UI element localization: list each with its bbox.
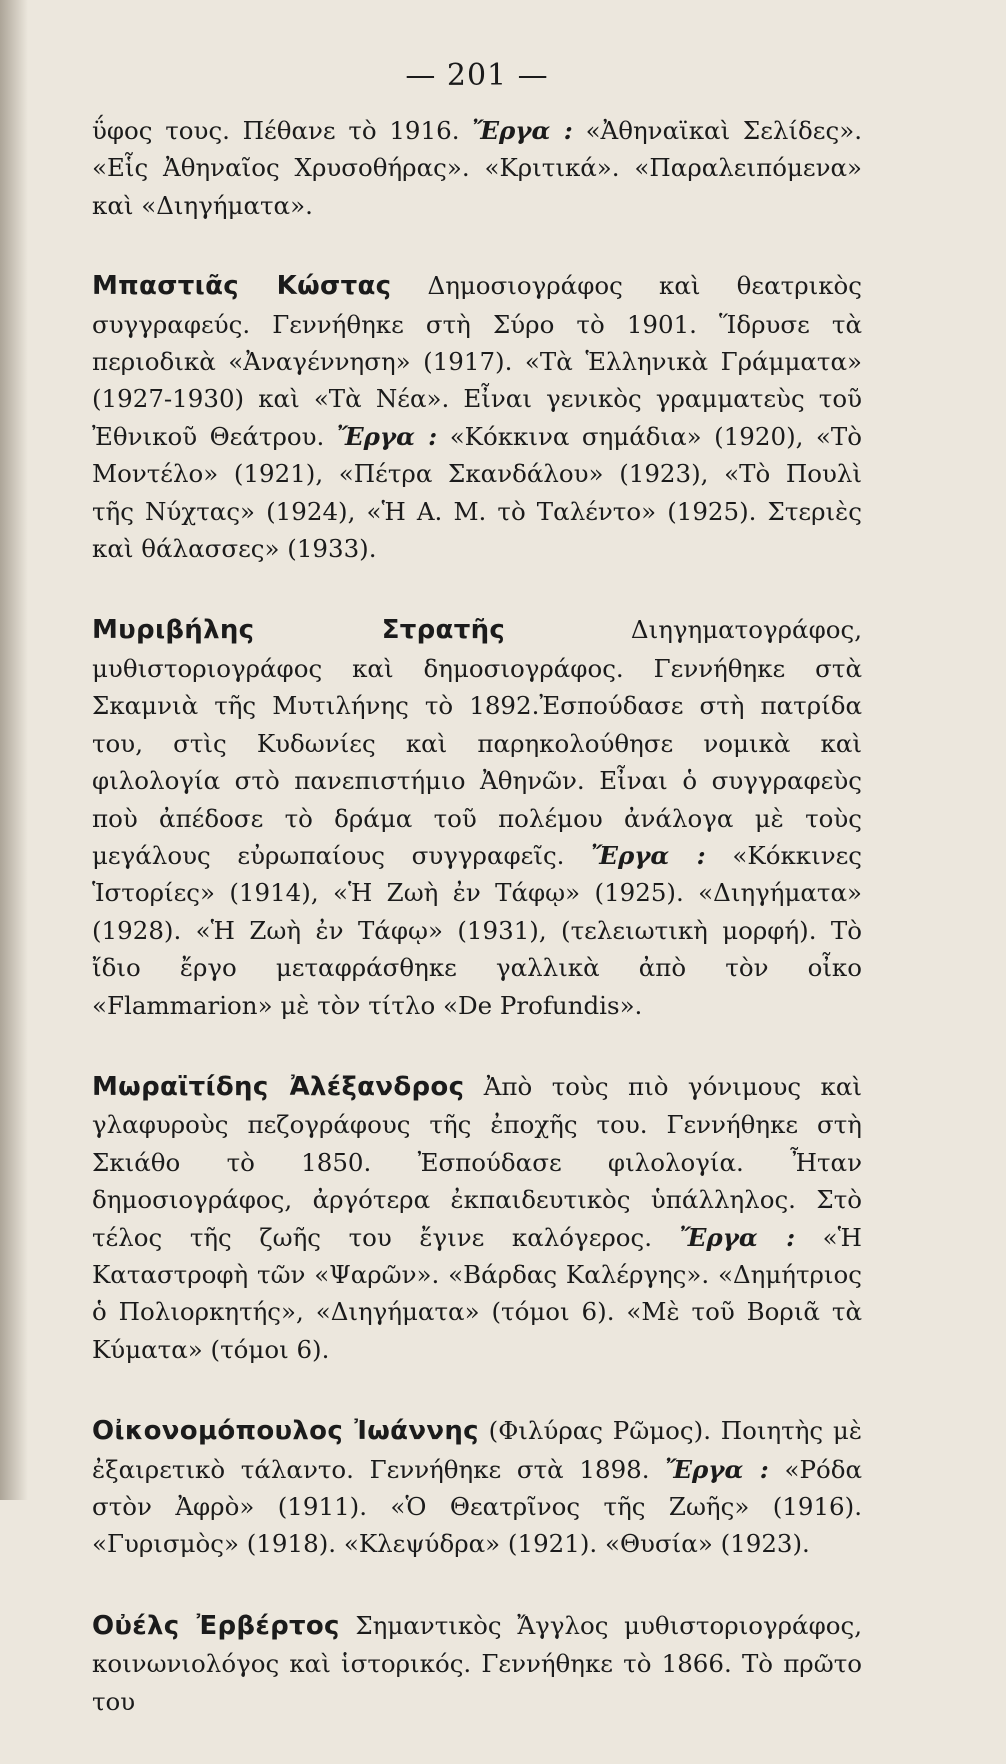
page-number: — 201 — [405,58,549,93]
entry-text: Δημοσιογράφος καὶ θεατρικὸς συγγραφεύς. Γεννήθηκε στὴ Σύρο τὸ 1901. Ἵδρυσε τὰ περιοδικὰ «Ἀναγέννηση» (1917). «Τὰ Ἑλληνικὰ Γράμματα» (1927-1930) καὶ «Τὰ Νέα». Εἶναι γενικὸς γραμματεὺς τοῦ Ἐθνικοῦ Θεάτρου. [92,271,862,451]
erga-label: Ἔργα : [336,421,438,451]
entry-name: Οὐέλς Ἐρβέρτος [92,1610,340,1641]
entry-text: Ἀπὸ τοὺς πιὸ γόνιμους καὶ γλαφυροὺς πεζογράφους τῆς ἐποχῆς του. Γεννήθηκε στὴ Σκιάθο τὸ 1850. Ἐσπούδασε φιλολογία. Ἦταν δημοσιογράφος, ἀργότερα ἐκπαιδευτικὸς ὑπάλληλος. Στὸ τέλος τῆς ζωῆς του ἔγινε καλόγερος. [92,1071,862,1252]
entry-works: «Ἡ Καταστροφὴ τῶν «Ψαρῶν». «Βάρδας Καλέργης». «Δημήτριος ὁ Πολιορκητής», «Διηγήματα» (τόμοι 6). «Μὲ τοῦ Βοριᾶ τὰ Κύματα» (τόμοι 6). [92,1222,862,1364]
entry-text: Σημαντικὸς Ἄγγλος μυθιστοριογράφος, κοινωνιολόγος καὶ ἱστορικός. Γεννήθηκε τὸ 1866. Τὸ πρῶτο του [92,1610,862,1716]
entry-works: «Ρόδα στὸν Ἀφρὸ» (1911). «Ὁ Θεατρῖνος τῆς Ζωῆς» (1916). «Γυρισμὸς» (1918). «Κλεψύδρα» (1921). «Θυσία» (1923). [92,1454,862,1559]
entry-name: Μωραϊτίδης Ἀλέξανδρος [92,1071,465,1102]
erga-label: Ἔργα : [472,116,573,145]
entry-text: (Φιλύρας Ρῶμος). Ποιητὴς μὲ ἐξαιρετικὸ τάλαντο. Γεννήθηκε στὰ 1898. [92,1416,862,1484]
entry-name: Μπαστιᾶς Κώστας [92,271,392,302]
entry-text: Διηγηματογράφος, μυθιστοριογράφος καὶ δημοσιογράφος. Γεννήθηκε στὰ Σκαμνιὰ τῆς Μυτιλήνης τὸ 1892.Ἐσπούδασε στὴ πατρίδα του, στὶς Κυδωνίες καὶ παρηκολούθησε νομικὰ καὶ φιλολογία στὸ πανεπιστήμιο Ἀθηνῶν. Εἶναι ὁ συγγραφεὺς ποὺ ἀπέδοσε τὸ δράμα τοῦ πολέμου ἀνάλογα μὲ τοὺς μεγάλους εὐρωπαίους συγγραφεῖς. [92,615,862,870]
erga-label: Ἔργα : [665,1454,769,1484]
binding-shadow [0,0,28,1500]
entry-wells [92,1607,862,1720]
entry-continuation [92,112,862,224]
erga-label: Ἔργα : [591,840,706,870]
entry-name: Μυριβήλης Στρατῆς [92,615,506,646]
entry-myrivilis [92,611,862,1023]
book-page [92,56,862,1764]
entry-text: ΰφος τους. Πέθανε τὸ 1916. [92,116,473,145]
entry-works: «Ἀθηναϊκαὶ Σελίδες». «Εἷς Ἀθηναῖος Χρυσοθήρας». «Κριτικά». «Παραλειπόμενα» καὶ «Διηγήματα». [92,116,862,220]
entry-oikonomopoulos [92,1412,862,1563]
entry-works: «Κόκκινα σημάδια» (1920), «Τὸ Μοντέλο» (1921), «Πέτρα Σκανδάλου» (1923), «Τὸ Πουλὶ τῆς Νύχτας» (1924), «Ἡ Α. Μ. τὸ Ταλέντο» (1925). Στεριὲς καὶ θάλασσες» (1933). [92,421,862,564]
entry-bastias [92,267,862,567]
entry-moraitidis [92,1068,862,1368]
entry-name: Οἰκονομόπουλος Ἰωάννης [92,1416,479,1447]
entry-works: «Κόκκινες Ἱστορίες» (1914), «Ἡ Ζωὴ ἐν Τάφῳ» (1925). «Διηγήματα» (1928). «Ἡ Ζωὴ ἐν Τάφῳ» (1931), (τελειωτικὴ μορφή). Τὸ ἴδιο ἔργο μεταφράσθηκε γαλλικὰ ἀπὸ τὸν οἶκο «Flammarion» μὲ τὸν τίτλο «De Profundis». [92,840,862,1020]
erga-label: Ἔργα : [679,1222,796,1252]
